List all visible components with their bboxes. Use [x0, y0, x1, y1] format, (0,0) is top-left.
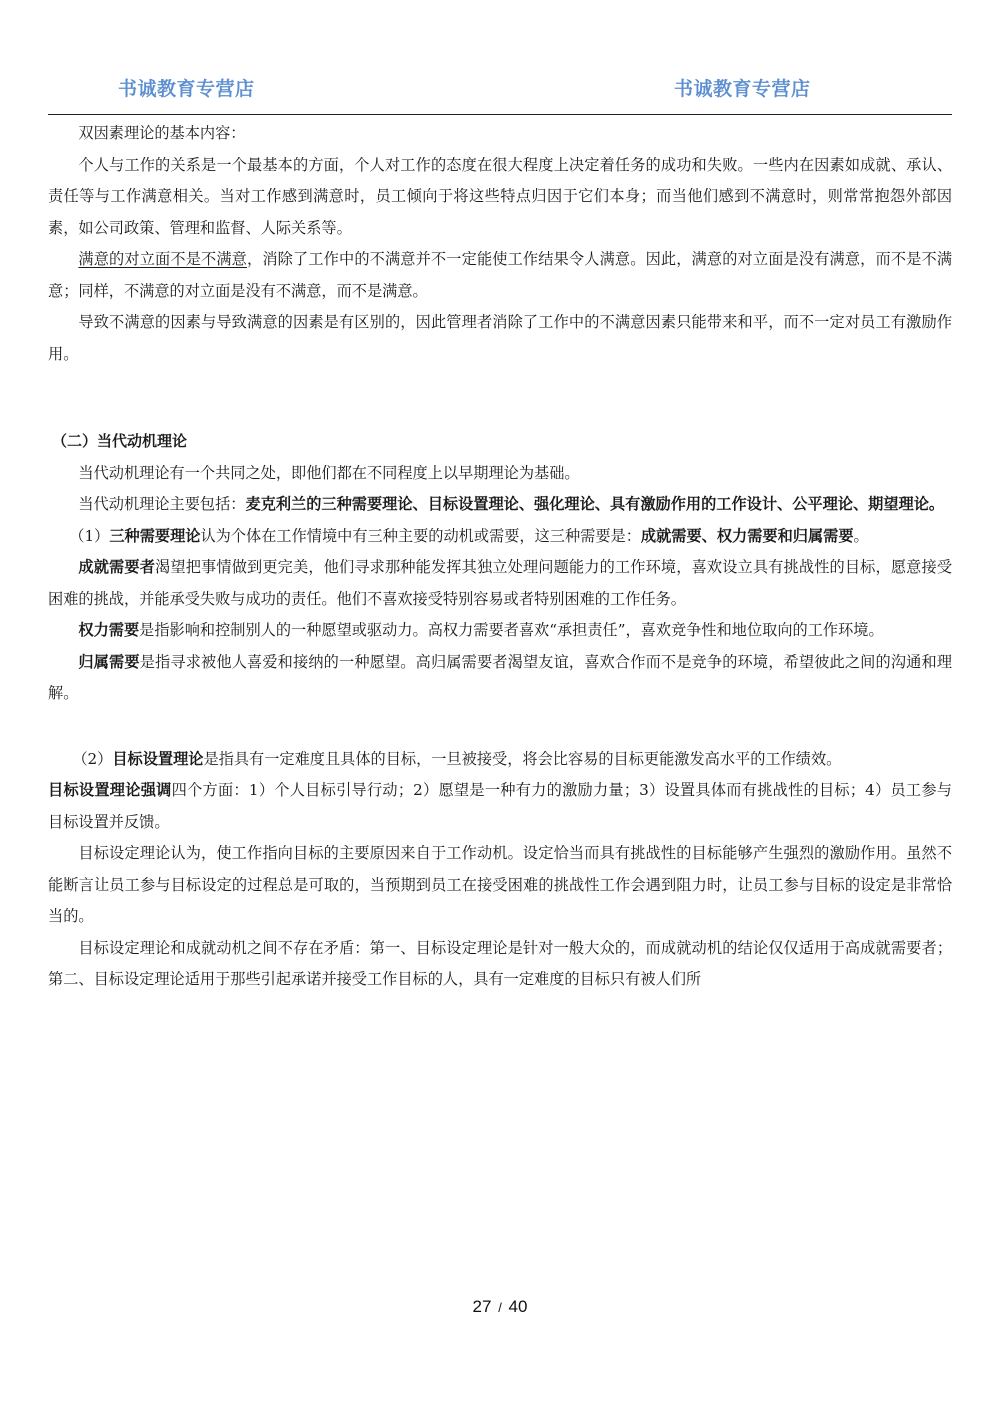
text-run: 认为个体在工作情境中有三种主要的动机或需要，这三种需要是： — [200, 526, 641, 545]
paragraph — [48, 615, 952, 647]
paragraph — [48, 744, 952, 776]
text-run: 。 — [853, 526, 869, 545]
document-body — [48, 118, 952, 996]
page-header — [48, 70, 952, 115]
underlined-phrase: 满意的对立面不是不满意 — [78, 250, 248, 268]
bold-run: 成就需要者 — [78, 558, 156, 576]
bold-run: 归属需要 — [78, 652, 140, 671]
paragraph — [48, 775, 952, 838]
spacer — [48, 370, 952, 414]
paragraph: 目标设定理论认为，使工作指向目标的主要原因来自于工作动机。设定恰当而具有挑战性的目标能够产生强烈的激励作用。虽然不能断言让员工参与目标设定的过程总是可取的，当预期到员工在接受困难的挑战性工作会遇到阻力时，让员工参与目标的设定是非常恰当的。 — [48, 844, 952, 925]
text-run: 是指影响和控制别人的一种愿望或驱动力。高权力需要者喜欢“承担责任”，喜欢竞争性和地位取向的工作环境。 — [139, 621, 884, 639]
text-run: 当代动机理论主要包括： — [78, 495, 246, 513]
paragraph: 双因素理论的基本内容： — [78, 124, 246, 142]
page-separator: / — [498, 1300, 502, 1315]
paragraph — [48, 489, 952, 521]
bold-run: 权力需要 — [78, 621, 140, 639]
text-run: 是指具有一定难度且具体的目标，一旦被接受，将会比容易的目标更能激发高水平的工作绩效。 — [203, 749, 842, 768]
spacer — [48, 710, 952, 744]
paragraph — [48, 552, 952, 615]
paragraph — [48, 244, 952, 307]
section-heading: （二）当代动机理论 — [52, 432, 188, 450]
text-run: 是指寻求被他人喜爱和接纳的一种愿望。高归属需要者渴望友谊，喜欢合作而不是竞争的环境，希望彼此之间的沟通和理解。 — [48, 652, 953, 702]
bold-run: 目标设置理论强调 — [48, 781, 172, 799]
paragraph — [48, 647, 952, 710]
list-number: （2） — [72, 749, 113, 768]
bold-run: 目标设置理论 — [112, 749, 204, 768]
text-run: ，消除了工作中的不满意并不一定能使工作结果令人满意。因此，满意的对立面是没有满意，而不是不满意；同样，不满意的对立面是没有不满意，而不是满意。 — [48, 250, 953, 300]
current-page: 27 — [472, 1297, 492, 1316]
bold-run: 成就需要、权力需要和归属需要 — [640, 526, 854, 545]
bold-run: 麦克利兰的三种需要理论、目标设置理论、强化理论、具有激励作用的工作设计、公平理论、期望理论。 — [245, 495, 945, 513]
list-number: （1） — [69, 526, 110, 545]
paragraph — [48, 521, 952, 553]
paragraph: 目标设定理论和成就动机之间不存在矛盾：第一、目标设定理论是针对一般大众的，而成就动机的结论仅仅适用于高成就需要者；第二、目标设定理论适用于那些引起承诺并接受工作目标的人，具有一定难度的目标只有被人们所 — [48, 938, 952, 988]
header-brand-left: 书诚教育专营店 — [118, 78, 255, 100]
header-brand-right: 书诚教育专营店 — [674, 78, 811, 100]
page-number — [0, 1297, 1000, 1317]
text-run: 渴望把事情做到更完美，他们寻求那种能发挥其独立处理问题能力的工作环境，喜欢设立具有挑战性的目标，愿意接受困难的挑战，并能承受失败与成功的责任。他们不喜欢接受特别容易或者特别困难的工作任务。 — [48, 558, 953, 608]
paragraph: 当代动机理论有一个共同之处，即他们都在不同程度上以早期理论为基础。 — [78, 463, 580, 482]
total-pages: 40 — [508, 1297, 528, 1316]
paragraph: 导致不满意的因素与导致满意的因素是有区别的，因此管理者消除了工作中的不满意因素只能带来和平，而不一定对员工有激励作用。 — [48, 313, 952, 363]
text-run: 四个方面：1）个人目标引导行动；2）愿望是一种有力的激励力量；3）设置具体而有挑战性的目标；4）员工参与目标设置并反馈。 — [48, 781, 952, 831]
paragraph: 个人与工作的关系是一个最基本的方面，个人对工作的态度在很大程度上决定着任务的成功和失败。一些内在因素如成就、承认、责任等与工作满意相关。当对工作感到满意时，员工倾向于将这些特点归因于它们本身；而当他们感到不满意时，则常常抱怨外部因素，如公司政策、管理和监督、人际关系等。 — [48, 155, 952, 237]
bold-run: 三种需要理论 — [109, 526, 201, 545]
